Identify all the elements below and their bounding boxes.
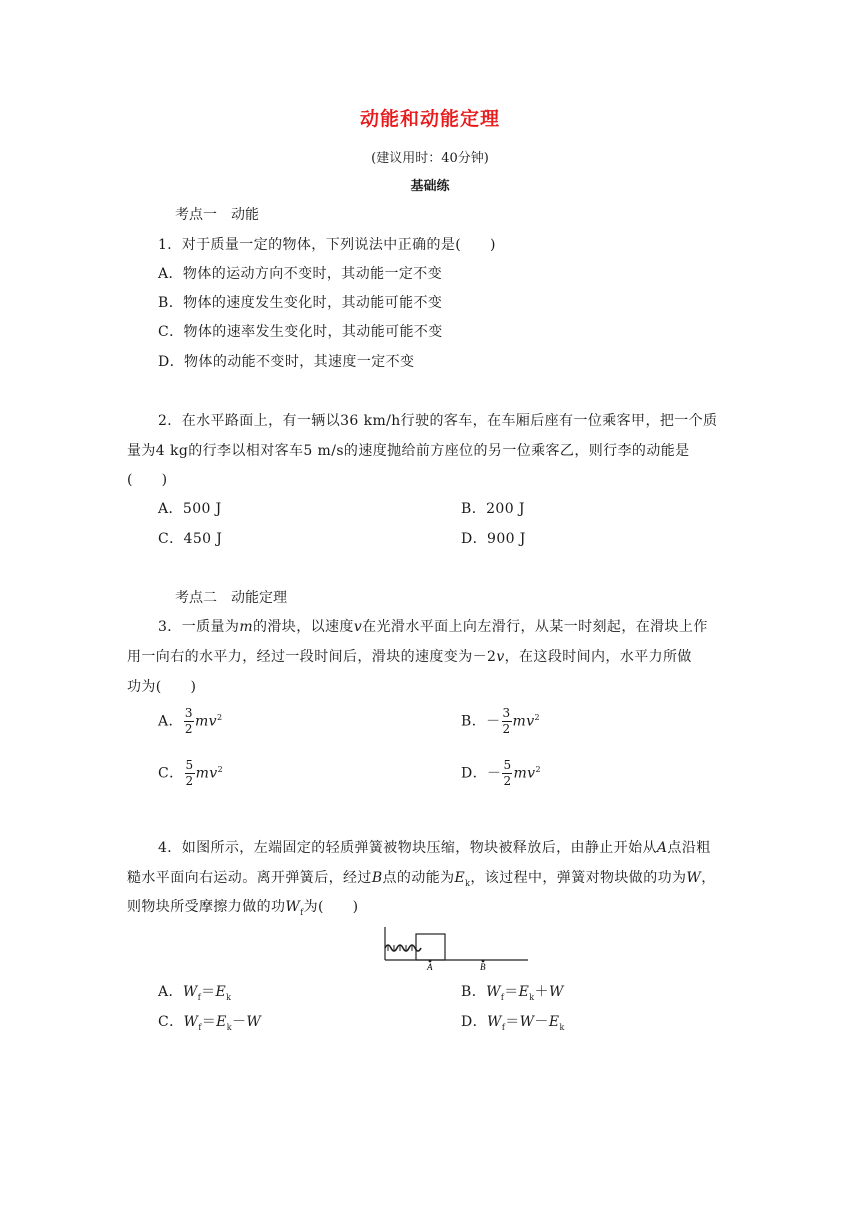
- equals: ＝: [201, 1014, 217, 1030]
- option-label: B．: [461, 984, 487, 1000]
- subscript: f: [501, 1022, 506, 1032]
- exponent: 2: [216, 712, 223, 722]
- q1-stem: 1．对于质量一定的物体，下列说法中正确的是( ): [158, 237, 496, 253]
- point-a: A: [656, 840, 668, 856]
- denominator: 2: [502, 722, 511, 736]
- subscript: k: [559, 1022, 565, 1032]
- q2-option-b: B．200 J: [461, 501, 525, 517]
- subscript: k: [226, 992, 232, 1002]
- kinetic-energy-symbol: E: [454, 870, 466, 886]
- equals: ＝: [504, 984, 519, 1000]
- work-symbol: W: [686, 870, 702, 886]
- numerator: 5: [185, 758, 194, 772]
- exponent: 2: [534, 712, 541, 722]
- subscript: f: [198, 1022, 202, 1032]
- denominator: 2: [503, 774, 512, 788]
- fraction: [185, 758, 195, 789]
- q4-text: 4．如图所示，左端固定的轻质弹簧被物块压缩，物块被释放后，由静止开始从: [158, 840, 657, 856]
- q4-option-c: [158, 1011, 261, 1032]
- q4-line-3: [127, 896, 359, 917]
- q4-text: 则物块所受摩擦力做的功: [127, 899, 286, 915]
- q4-option-d: [461, 1011, 565, 1032]
- q1-option-b: B．物体的速度发生变化时，其动能可能不变: [158, 295, 443, 311]
- q3-text: ，在这段时间内，水平力所做: [504, 649, 692, 665]
- kinetic-energy-symbol: E: [548, 1014, 560, 1030]
- q2-line-1: 2．在水平路面上，有一辆以36 km/h行驶的客车，在车厢后座有一位乘客甲，把一个质: [158, 413, 718, 429]
- q3-text: 用一向右的水平力，经过一段时间后，滑块的速度变为－2: [127, 649, 497, 665]
- q4-option-b: [461, 981, 564, 1002]
- option-label: B．－: [461, 713, 501, 730]
- kinetic-energy-symbol: E: [216, 1014, 227, 1030]
- minus: －: [534, 1014, 549, 1030]
- option-label: A．: [158, 713, 183, 730]
- numerator: 5: [503, 758, 512, 772]
- q3-text: 在光滑水平面上向左滑行，从某一时刻起，在滑块上作: [362, 619, 708, 635]
- q4-text: ，该过程中，弹簧对物块做的功为: [470, 870, 687, 886]
- q3-text: 的滑块，以速度: [253, 619, 354, 635]
- q3-option-c: [158, 758, 223, 789]
- q4-option-a: [158, 981, 231, 1002]
- option-label: D．: [461, 1014, 488, 1030]
- fraction: [502, 706, 512, 737]
- friction-work-symbol: W: [183, 1014, 199, 1030]
- denominator: 2: [185, 774, 194, 788]
- topic-1-heading: 考点一 动能: [175, 207, 259, 223]
- kinetic-energy-symbol: E: [518, 984, 530, 1000]
- q4-text: 点的动能为: [382, 870, 455, 886]
- q4-line-1: [158, 837, 711, 857]
- kinetic-energy-symbol: E: [215, 984, 227, 1000]
- friction-work-symbol: W: [285, 899, 301, 915]
- q2-line-3: ( ): [127, 472, 168, 488]
- mv-term: mv: [512, 713, 535, 730]
- page-title: 动能和动能定理: [359, 108, 500, 130]
- equals: ＝: [201, 984, 216, 1000]
- q4-line-2: [127, 867, 716, 888]
- q3-option-b: [461, 706, 540, 737]
- fraction: [184, 706, 194, 737]
- option-label: C．: [158, 1014, 184, 1030]
- block: [416, 934, 445, 960]
- q3-var-v: v: [353, 619, 363, 635]
- friction-work-symbol: W: [486, 984, 501, 1000]
- subscript: k: [226, 1022, 232, 1032]
- mv-term: mv: [194, 713, 217, 730]
- q3-var-m: m: [239, 619, 253, 635]
- figure-label-a: A: [427, 962, 433, 972]
- numerator: 3: [184, 706, 193, 720]
- q3-line-3: 功为( ): [127, 679, 197, 695]
- q2-option-d: D．900 J: [461, 531, 526, 547]
- fraction: [502, 758, 512, 789]
- work-symbol: W: [548, 984, 564, 1000]
- friction-work-symbol: W: [487, 1014, 502, 1030]
- equals: ＝: [505, 1014, 520, 1030]
- subscript: f: [197, 992, 202, 1002]
- q1-option-c: C．物体的速率发生变化时，其动能可能不变: [158, 324, 443, 340]
- q4-text: 为( ): [303, 899, 359, 915]
- subscript: f: [300, 907, 304, 917]
- numerator: 3: [502, 706, 511, 720]
- q2-line-2: 量为4 kg的行李以相对客车5 m/s的速度抛给前方座位的另一位乘客乙，则行李的动能是: [127, 443, 690, 459]
- denominator: 2: [184, 722, 193, 736]
- minus: －: [231, 1014, 247, 1030]
- section-heading: 基础练: [410, 179, 450, 194]
- q4-text: ，: [701, 870, 716, 886]
- subscript: k: [529, 992, 535, 1002]
- exponent: 2: [535, 764, 541, 774]
- q2-option-a: A．500 J: [158, 501, 222, 517]
- suggested-time: (建议用时：40分钟): [371, 151, 489, 166]
- q3-line-1: [158, 616, 708, 636]
- work-symbol: W: [519, 1014, 535, 1030]
- topic-2-heading: 考点二 动能定理: [175, 590, 287, 606]
- q3-text: 3．一质量为: [158, 619, 240, 635]
- q4-text: 点沿粗: [667, 840, 711, 856]
- subscript: k: [465, 878, 471, 888]
- mv-term: mv: [195, 765, 218, 782]
- option-label: A．: [158, 984, 183, 1000]
- q1-option-d: D．物体的动能不变时，其速度一定不变: [158, 354, 415, 370]
- q4-text: 糙水平面向右运动。离开弹簧后，经过: [127, 870, 372, 886]
- option-label: C．: [158, 765, 184, 782]
- point-b: B: [371, 870, 383, 886]
- subscript: f: [500, 992, 505, 1002]
- spring-block-figure: [380, 924, 530, 972]
- mv-term: mv: [513, 765, 536, 782]
- q3-option-a: [158, 706, 222, 737]
- q3-var-v: v: [496, 649, 505, 665]
- q3-line-2: [127, 646, 692, 666]
- q2-option-c: C．450 J: [158, 531, 223, 547]
- plus: ＋: [534, 984, 549, 1000]
- friction-work-symbol: W: [182, 984, 198, 1000]
- option-label: D．－: [461, 765, 502, 782]
- work-symbol: W: [246, 1014, 262, 1030]
- exponent: 2: [217, 764, 224, 774]
- q3-option-d: [461, 758, 541, 789]
- q1-option-a: A．物体的运动方向不变时，其动能一定不变: [158, 266, 443, 282]
- figure-label-b: B: [480, 962, 486, 972]
